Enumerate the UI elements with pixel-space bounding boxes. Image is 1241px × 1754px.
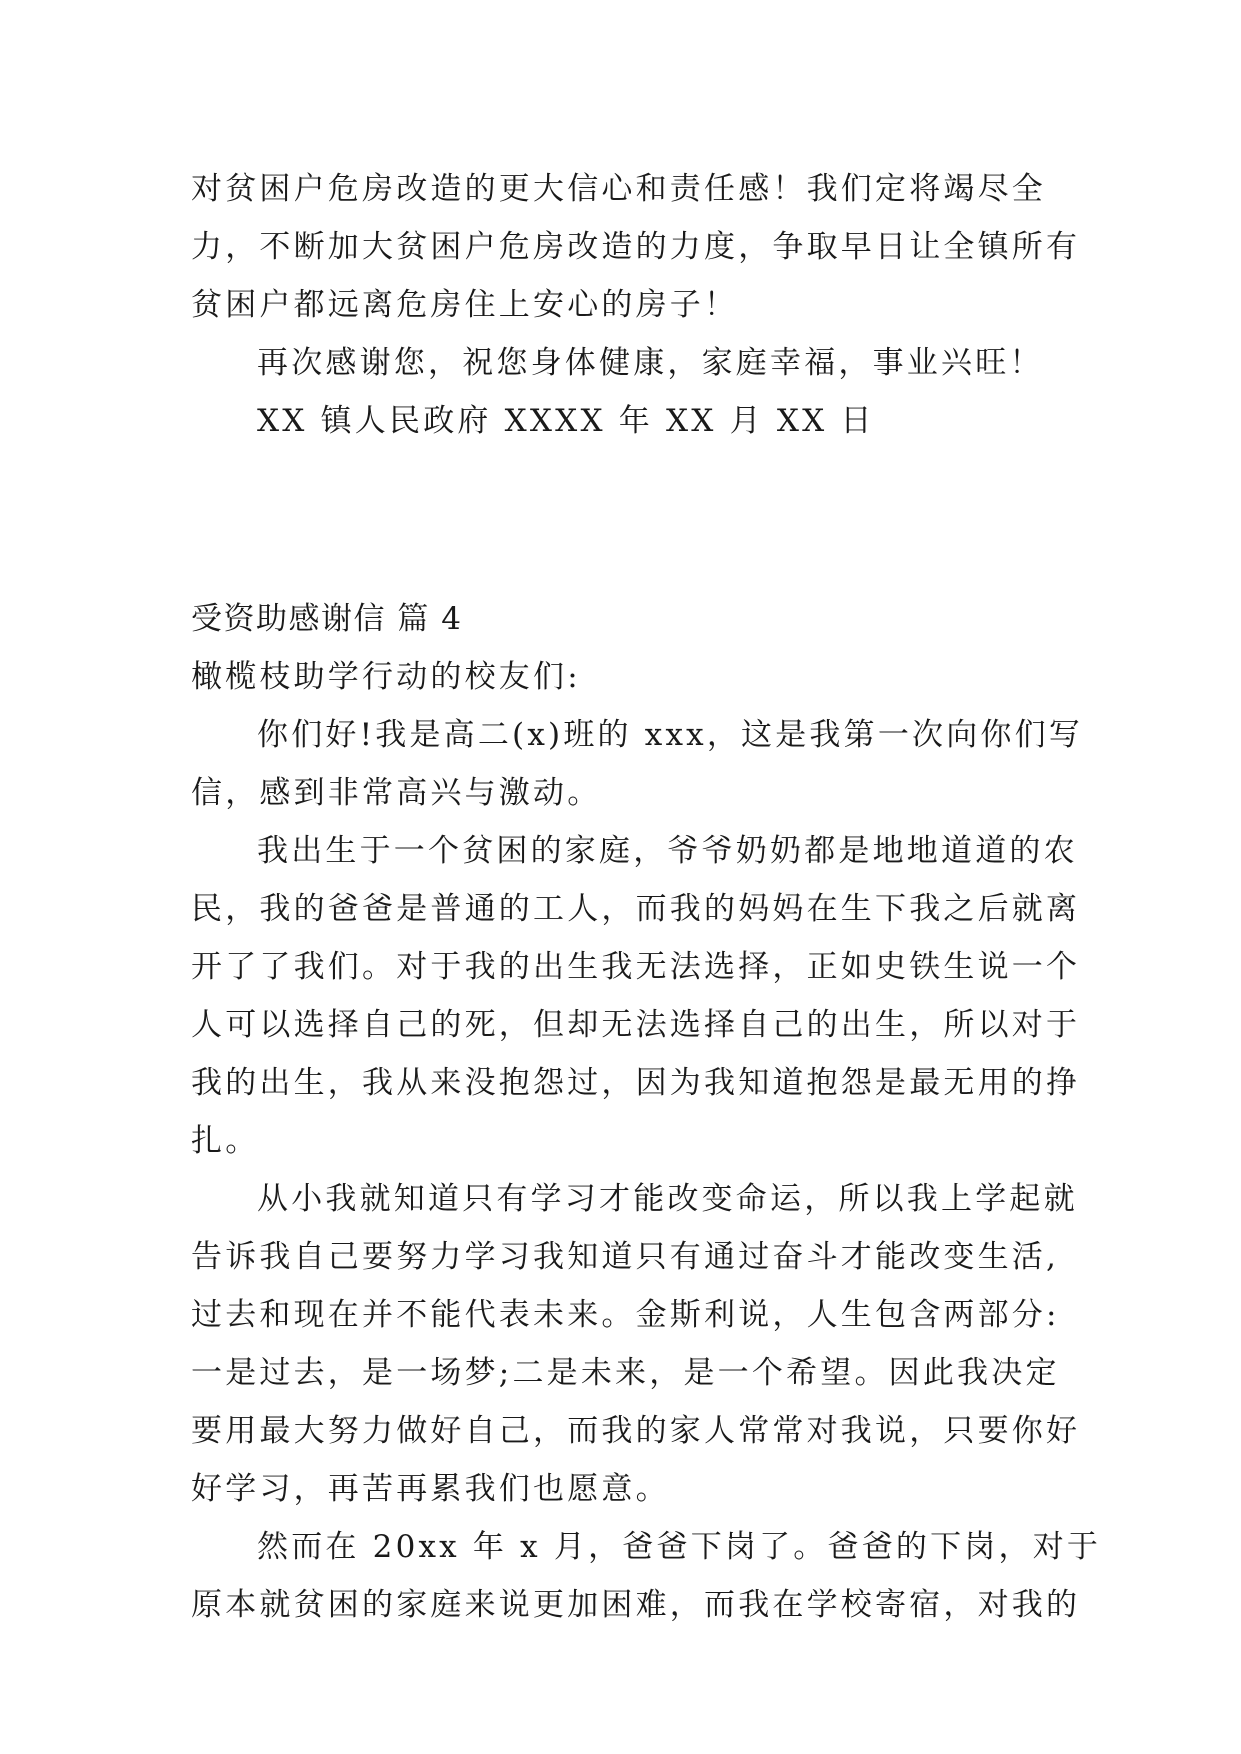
text-line: 过去和现在并不能代表未来。金斯利说，人生包含两部分: [191, 1297, 1060, 1333]
section-spacer [191, 450, 1051, 590]
text-line: 贫困户都远离危房住上安心的房子！ [191, 287, 739, 323]
text-line: 开了了我们。对于我的出生我无法选择，正如史铁生说一个 [191, 949, 1081, 985]
text-line: 对贫困户危房改造的更大信心和责任感！我们定将竭尽全 [191, 171, 1046, 207]
letter-body [191, 160, 1102, 1634]
closing-wishes: 再次感谢您，祝您身体健康，家庭幸福，事业兴旺！ [257, 345, 1044, 381]
text-line: 好学习，再苦再累我们也愿意。 [191, 1471, 670, 1507]
text-line: 信，感到非常高兴与激动。 [191, 775, 602, 811]
salutation: 橄榄枝助学行动的校友们: [191, 659, 581, 695]
text-line: 民，我的爸爸是普通的工人，而我的妈妈在生下我之后就离 [191, 891, 1081, 927]
text-line: 告诉我自己要努力学习我知道只有通过奋斗才能改变生活, [191, 1239, 1060, 1275]
text-line: 扎。 [191, 1123, 260, 1159]
text-line: 力，不断加大贫困户危房改造的力度，争取早日让全镇所有 [191, 229, 1081, 265]
text-line: 然而在 20xx 年 x 月，爸爸下岗了。爸爸的下岗，对于 [257, 1529, 1102, 1565]
text-line: 我的出生，我从来没抱怨过，因为我知道抱怨是最无用的挣 [191, 1065, 1081, 1101]
text-line: 一是过去，是一场梦;二是未来，是一个希望。因此我决定 [191, 1355, 1060, 1391]
signature-line: XX 镇人民政府 XXXX 年 XX 月 XX 日 [257, 403, 875, 439]
text-line: 从小我就知道只有学习才能改变命运，所以我上学起就 [257, 1181, 1078, 1217]
text-line: 要用最大努力做好自己，而我的家人常常对我说，只要你好 [191, 1413, 1081, 1449]
text-line: 人可以选择自己的死，但却无法选择自己的出生，所以对于 [191, 1007, 1081, 1043]
text-line: 你们好!我是高二(x)班的 xxx，这是我第一次向你们写 [257, 717, 1084, 753]
section-title: 受资助感谢信 篇 4 [191, 601, 463, 637]
text-line: 原本就贫困的家庭来说更加困难，而我在学校寄宿，对我的 [191, 1587, 1081, 1623]
text-line: 我出生于一个贫困的家庭，爷爷奶奶都是地地道道的农 [257, 833, 1078, 869]
